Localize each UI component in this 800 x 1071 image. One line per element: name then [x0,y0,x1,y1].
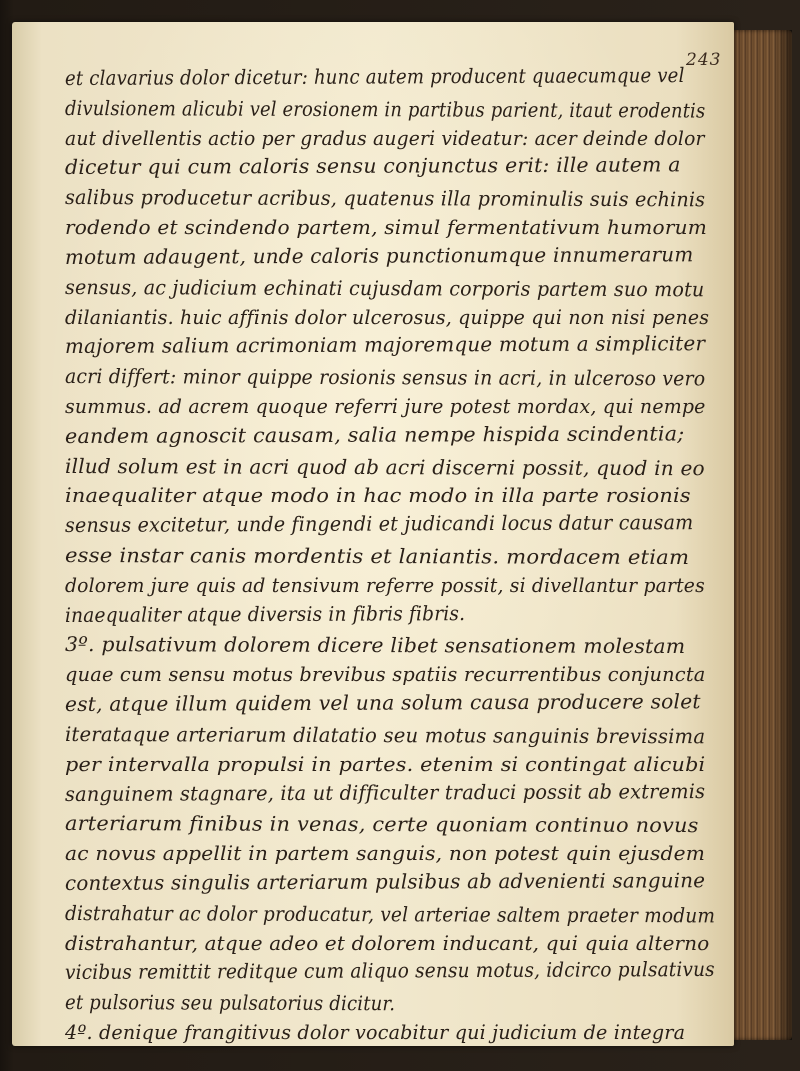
text-line: iterataque arteriarum dilatatio seu motus sanguinis brevissima [64,721,706,749]
text-line: quae cum sensu motus brevibus spatiis recurrentibus conjuncta [65,662,706,687]
text-line: salibus producetur acribus, quatenus illa prominulis suis echinis [64,185,706,212]
text-line: dolorem jure quis ad tensivum referre possit, si divellantur partes [65,572,705,597]
text-line: eandem agnoscit causam, salia nempe hispida scindentia; [64,421,685,448]
text-line: dicetur qui cum caloris sensu conjunctus erit: ille autem a [64,152,681,180]
text-line: et clavarius dolor dicetur: hunc autem producent quaecumque vel [64,63,685,90]
text-line: inaequaliter atque diversis in fibris fibris. [64,600,466,627]
text-line: dilaniantis. huic affinis dolor ulcerosus, quippe qui non nisi penes [65,304,710,329]
text-line: acri differt: minor quippe rosionis sensus in acri, in ulceroso vero [64,364,706,391]
text-line: majorem salium acrimoniam majoremque motum a simpliciter [64,331,706,359]
text-line: vicibus remittit reditque cum aliquo sensu motus, idcirco pulsativus [64,957,715,985]
page-number: 243 [686,50,722,70]
text-line: esse instar canis mordentis et laniantis. mordacem etiam [64,543,690,570]
text-line: rodendo et scindendo partem, simul fermentativum humorum [65,215,708,240]
text-line: distrahatur ac dolor producatur, vel arteriae saltem praeter modum [64,900,716,928]
text-line: per intervalla propulsi in partes. etenim si contingat alicubi [65,751,706,776]
text-line: aut divellentis actio per gradus augeri videatur: acer deinde dolor [65,125,705,150]
text-line: inaequaliter atque modo in hac modo in illa parte rosionis [65,483,691,508]
text-line: 4º. denique frangitivus dolor vocabitur qui judicium de integra [65,1020,686,1044]
text-line: est, atque illum quidem vel una solum causa producere solet [64,689,701,717]
text-line: ac novus appellit in partem sanguis, non potest quin ejusdem [65,841,706,866]
text-line: contextus singulis arteriarum pulsibus ab advenienti sanguine [64,868,706,895]
text-line: motum adaugent, unde caloris punctionumque innumerarum [64,242,694,269]
text-line: divulsionem alicubi vel erosionem in partibus parient, itaut erodentis [64,95,706,123]
text-line: distrahantur, atque adeo et dolorem inducant, qui quia alterno [65,930,710,955]
text-line: sanguinem stagnare, ita ut difficulter traduci possit ab extremis [64,778,706,806]
text-line: sensus, ac judicium echinati cujusdam corporis partem suo motu [64,274,705,302]
text-line: illud solum est in acri quod ab acri discerni possit, quod in eo [64,453,705,480]
page-edges [730,30,792,1040]
text-line: 3º. pulsativum dolorem dicere libet sensationem molestam [64,632,686,659]
text-line: et pulsorius seu pulsatorius dicitur. [64,990,396,1016]
text-line: summus. ad acrem quoque referri jure potest mordax, qui nempe [65,393,706,418]
text-line: arteriarum finibus in venas, certe quoniam continuo novus [64,811,699,838]
manuscript-page [12,22,734,1046]
text-block [12,22,734,1046]
text-line: sensus excitetur, unde fingendi et judicandi locus datur causam [64,510,694,538]
